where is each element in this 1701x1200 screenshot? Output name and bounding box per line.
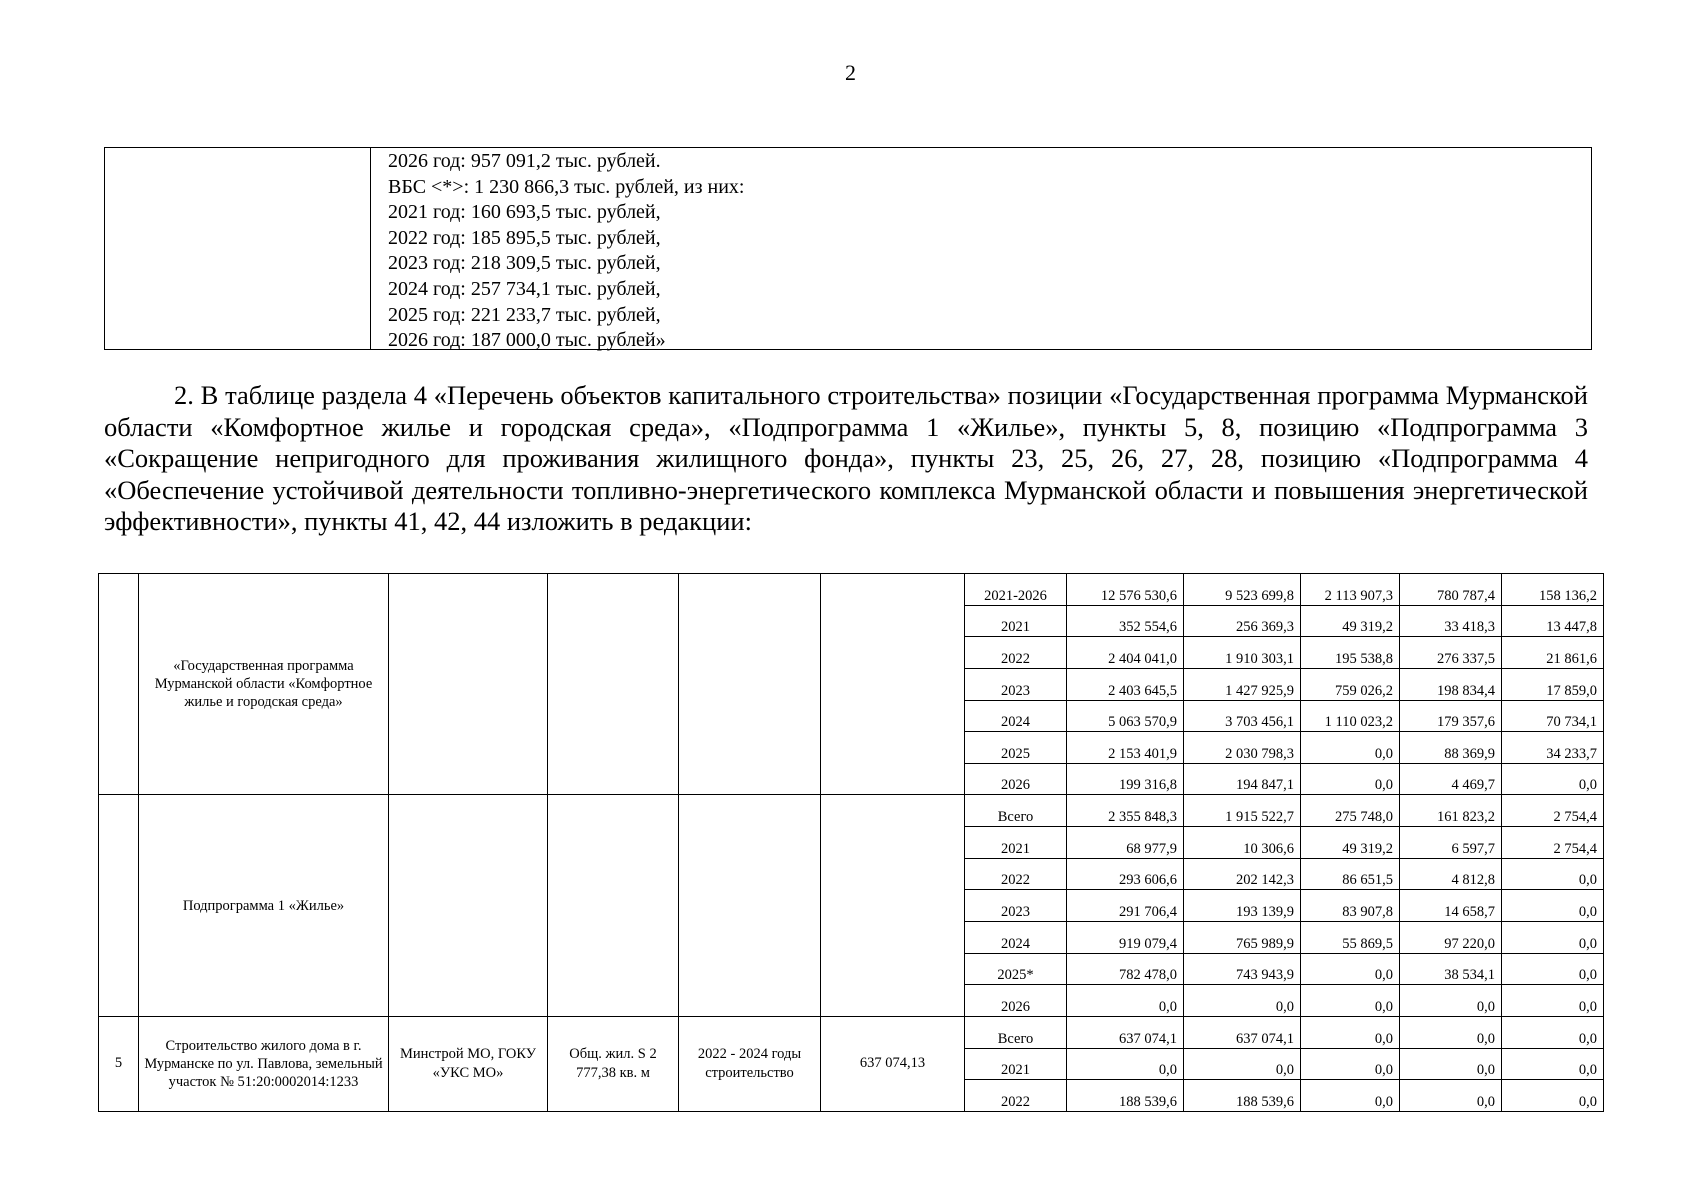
year-cell: 2022 bbox=[965, 1080, 1067, 1112]
amount-cell: 3 703 456,1 bbox=[1184, 700, 1301, 732]
executor-cell: Минстрой МО, ГОКУ «УКС МО» bbox=[389, 1016, 548, 1111]
amount-cell: 0,0 bbox=[1400, 1080, 1502, 1112]
amount-cell: 275 748,0 bbox=[1301, 795, 1400, 827]
amount-cell: 21 861,6 bbox=[1502, 637, 1604, 669]
table-row bbox=[99, 574, 1604, 606]
item-number-cell bbox=[99, 574, 139, 795]
amount-cell: 158 136,2 bbox=[1502, 574, 1604, 606]
amount-cell: 2 403 645,5 bbox=[1067, 668, 1184, 700]
year-cell: 2021 bbox=[965, 827, 1067, 859]
amount-cell: 55 869,5 bbox=[1301, 922, 1400, 954]
capital-construction-table bbox=[98, 573, 1604, 1112]
amount-cell: 743 943,9 bbox=[1184, 953, 1301, 985]
amount-cell: 1 910 303,1 bbox=[1184, 637, 1301, 669]
amount-cell: 17 859,0 bbox=[1502, 668, 1604, 700]
amount-cell: 0,0 bbox=[1301, 1080, 1400, 1112]
object-name-cell: Строительство жилого дома в г. Мурманске по ул. Павлова, земельный участок № 51:20:0002014:1233 bbox=[139, 1016, 389, 1111]
funding-line: 2025 год: 221 233,7 тыс. рублей, bbox=[388, 303, 661, 326]
amount-cell: 4 469,7 bbox=[1400, 763, 1502, 795]
amount-cell: 759 026,2 bbox=[1301, 668, 1400, 700]
item-number-cell bbox=[99, 795, 139, 1016]
amount-cell: 919 079,4 bbox=[1067, 922, 1184, 954]
amount-cell: 0,0 bbox=[1502, 953, 1604, 985]
amount-cell: 2 355 848,3 bbox=[1067, 795, 1184, 827]
period-cell bbox=[679, 795, 821, 1016]
amount-cell: 88 369,9 bbox=[1400, 732, 1502, 764]
object-name-cell: Подпрограмма 1 «Жилье» bbox=[139, 795, 389, 1016]
capacity-cell: Общ. жил. S 2 777,38 кв. м bbox=[548, 1016, 679, 1111]
funding-line: 2023 год: 218 309,5 тыс. рублей, bbox=[388, 252, 661, 275]
amount-cell: 0,0 bbox=[1301, 953, 1400, 985]
funding-label-cell bbox=[105, 148, 371, 349]
amount-cell: 12 576 530,6 bbox=[1067, 574, 1184, 606]
year-cell: 2024 bbox=[965, 700, 1067, 732]
amount-cell: 5 063 570,9 bbox=[1067, 700, 1184, 732]
amount-cell: 2 030 798,3 bbox=[1184, 732, 1301, 764]
amount-cell: 9 523 699,8 bbox=[1184, 574, 1301, 606]
amount-cell: 83 907,8 bbox=[1301, 890, 1400, 922]
amount-cell: 0,0 bbox=[1301, 1016, 1400, 1048]
amount-cell: 1 110 023,2 bbox=[1301, 700, 1400, 732]
amount-cell: 780 787,4 bbox=[1400, 574, 1502, 606]
amount-cell: 0,0 bbox=[1502, 1016, 1604, 1048]
amount-cell: 0,0 bbox=[1502, 1048, 1604, 1080]
amount-cell: 0,0 bbox=[1502, 1080, 1604, 1112]
funding-line: ВБС <*>: 1 230 866,3 тыс. рублей, из них: bbox=[388, 175, 745, 198]
period-cell bbox=[679, 574, 821, 795]
amount-cell: 6 597,7 bbox=[1400, 827, 1502, 859]
amount-cell: 0,0 bbox=[1301, 985, 1400, 1017]
year-cell: 2023 bbox=[965, 890, 1067, 922]
amount-cell: 49 319,2 bbox=[1301, 605, 1400, 637]
amount-cell: 198 834,4 bbox=[1400, 668, 1502, 700]
amount-cell: 195 538,8 bbox=[1301, 637, 1400, 669]
amount-cell: 97 220,0 bbox=[1400, 922, 1502, 954]
cost-cell bbox=[821, 795, 965, 1016]
amendment-text: 2. В таблице раздела 4 «Перечень объектов капитального строительства» позиции «Государственная программа Мурманской области «Комфортное жилье и городская среда», «Подпрограмма 1 «Жилье», пункты 5, 8, позицию «Подпрограмма 3 «Сокращение непригодного для проживания жилищного фонда», пункты 23, 25, 26, 27, 28, позицию «Подпрограмма 4 «Обеспечение устойчивой деятельности топливно-энергетического комплекса Мурманской области и повышения энергетической эффективности», пункты 41, 42, 44 изложить в редакции: bbox=[104, 380, 1588, 536]
amount-cell: 68 977,9 bbox=[1067, 827, 1184, 859]
year-cell: 2022 bbox=[965, 858, 1067, 890]
amount-cell: 2 754,4 bbox=[1502, 827, 1604, 859]
amount-cell: 1 915 522,7 bbox=[1184, 795, 1301, 827]
amount-cell: 637 074,1 bbox=[1184, 1016, 1301, 1048]
amount-cell: 14 658,7 bbox=[1400, 890, 1502, 922]
amount-cell: 188 539,6 bbox=[1067, 1080, 1184, 1112]
item-number-cell: 5 bbox=[99, 1016, 139, 1111]
executor-cell bbox=[389, 574, 548, 795]
year-cell: 2026 bbox=[965, 763, 1067, 795]
funding-lines-cell bbox=[371, 148, 1591, 352]
amount-cell: 199 316,8 bbox=[1067, 763, 1184, 795]
object-name-cell: «Государственная программа Мурманской области «Комфортное жилье и городская среда» bbox=[139, 574, 389, 795]
amount-cell: 38 534,1 bbox=[1400, 953, 1502, 985]
amount-cell: 637 074,1 bbox=[1067, 1016, 1184, 1048]
year-cell: 2024 bbox=[965, 922, 1067, 954]
table-row bbox=[99, 795, 1604, 827]
year-cell: 2022 bbox=[965, 637, 1067, 669]
amount-cell: 765 989,9 bbox=[1184, 922, 1301, 954]
funding-continuation-table bbox=[104, 147, 1592, 350]
year-cell: 2025 bbox=[965, 732, 1067, 764]
amount-cell: 2 404 041,0 bbox=[1067, 637, 1184, 669]
year-cell: Всего bbox=[965, 795, 1067, 827]
amount-cell: 10 306,6 bbox=[1184, 827, 1301, 859]
amount-cell: 0,0 bbox=[1502, 858, 1604, 890]
amount-cell: 782 478,0 bbox=[1067, 953, 1184, 985]
amount-cell: 0,0 bbox=[1301, 732, 1400, 764]
amount-cell: 0,0 bbox=[1502, 985, 1604, 1017]
funding-line: 2024 год: 257 734,1 тыс. рублей, bbox=[388, 277, 661, 300]
capacity-cell bbox=[548, 795, 679, 1016]
year-cell: 2021-2026 bbox=[965, 574, 1067, 606]
amount-cell: 34 233,7 bbox=[1502, 732, 1604, 764]
amount-cell: 293 606,6 bbox=[1067, 858, 1184, 890]
amount-cell: 0,0 bbox=[1400, 985, 1502, 1017]
amount-cell: 161 823,2 bbox=[1400, 795, 1502, 827]
amount-cell: 0,0 bbox=[1502, 890, 1604, 922]
page-number: 2 bbox=[845, 60, 856, 85]
year-cell: 2026 bbox=[965, 985, 1067, 1017]
amount-cell: 0,0 bbox=[1502, 922, 1604, 954]
year-cell: 2021 bbox=[965, 1048, 1067, 1080]
table-row bbox=[99, 1016, 1604, 1048]
amount-cell: 0,0 bbox=[1184, 1048, 1301, 1080]
capacity-cell bbox=[548, 574, 679, 795]
amount-cell: 0,0 bbox=[1067, 1048, 1184, 1080]
year-cell: 2023 bbox=[965, 668, 1067, 700]
amount-cell: 256 369,3 bbox=[1184, 605, 1301, 637]
funding-line: 2026 год: 957 091,2 тыс. рублей. bbox=[388, 150, 661, 172]
amount-cell: 4 812,8 bbox=[1400, 858, 1502, 890]
amount-cell: 0,0 bbox=[1502, 763, 1604, 795]
amount-cell: 188 539,6 bbox=[1184, 1080, 1301, 1112]
cost-cell bbox=[821, 574, 965, 795]
funding-line: 2026 год: 187 000,0 тыс. рублей» bbox=[388, 329, 666, 352]
year-cell: Всего bbox=[965, 1016, 1067, 1048]
amount-cell: 194 847,1 bbox=[1184, 763, 1301, 795]
amount-cell: 49 319,2 bbox=[1301, 827, 1400, 859]
amount-cell: 202 142,3 bbox=[1184, 858, 1301, 890]
amount-cell: 0,0 bbox=[1184, 985, 1301, 1017]
amount-cell: 291 706,4 bbox=[1067, 890, 1184, 922]
amount-cell: 2 113 907,3 bbox=[1301, 574, 1400, 606]
amount-cell: 2 754,4 bbox=[1502, 795, 1604, 827]
amount-cell: 0,0 bbox=[1301, 1048, 1400, 1080]
amount-cell: 193 139,9 bbox=[1184, 890, 1301, 922]
amount-cell: 0,0 bbox=[1301, 763, 1400, 795]
amount-cell: 70 734,1 bbox=[1502, 700, 1604, 732]
cost-cell: 637 074,13 bbox=[821, 1016, 965, 1111]
amount-cell: 86 651,5 bbox=[1301, 858, 1400, 890]
period-cell: 2022 - 2024 годы строительство bbox=[679, 1016, 821, 1111]
funding-line: 2022 год: 185 895,5 тыс. рублей, bbox=[388, 226, 661, 249]
amount-cell: 33 418,3 bbox=[1400, 605, 1502, 637]
amount-cell: 2 153 401,9 bbox=[1067, 732, 1184, 764]
amount-cell: 13 447,8 bbox=[1502, 605, 1604, 637]
amount-cell: 0,0 bbox=[1400, 1016, 1502, 1048]
executor-cell bbox=[389, 795, 548, 1016]
year-cell: 2025* bbox=[965, 953, 1067, 985]
amount-cell: 179 357,6 bbox=[1400, 700, 1502, 732]
amount-cell: 276 337,5 bbox=[1400, 637, 1502, 669]
funding-line: 2021 год: 160 693,5 тыс. рублей, bbox=[388, 201, 661, 224]
amount-cell: 1 427 925,9 bbox=[1184, 668, 1301, 700]
amount-cell: 352 554,6 bbox=[1067, 605, 1184, 637]
year-cell: 2021 bbox=[965, 605, 1067, 637]
amendment-paragraph bbox=[104, 380, 1588, 538]
amount-cell: 0,0 bbox=[1067, 985, 1184, 1017]
amount-cell: 0,0 bbox=[1400, 1048, 1502, 1080]
